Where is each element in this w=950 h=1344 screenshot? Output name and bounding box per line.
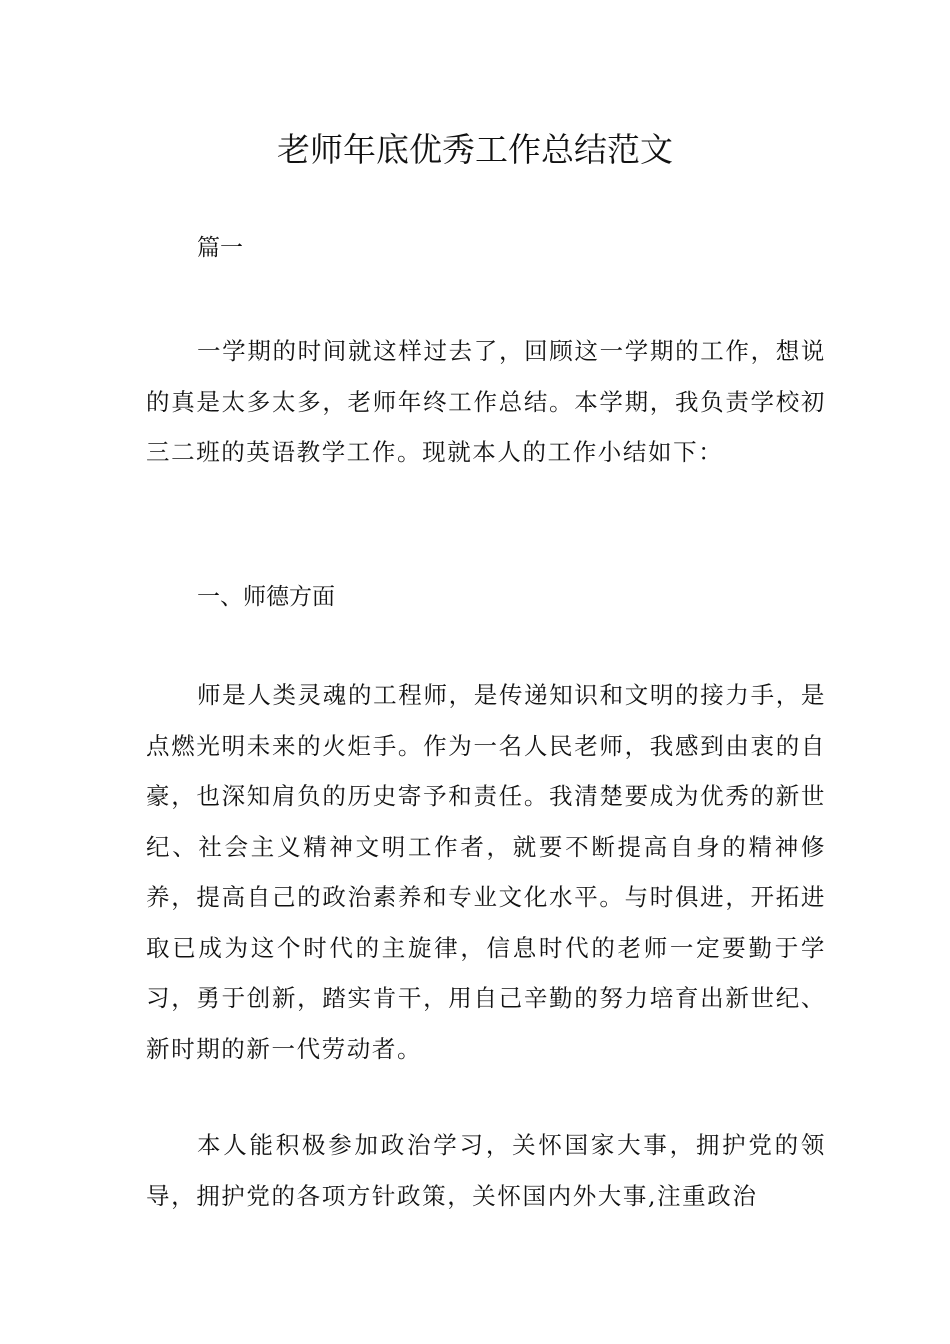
paragraph-ethics: 师是人类灵魂的工程师，是传递知识和文明的接力手，是点燃光明未来的火炬手。作为一名人民老师，我感到由衷的自豪，也深知肩负的历史寄予和责任。我清楚要成为优秀的新世纪、社会主义精神文明工作者，就要不断提高自身的精神修养，提高自己的政治素养和专业文化水平。与时俱进，开拓进取已成为这个时代的主旋律，信息时代的老师一定要勤于学习，勇于创新，踏实肯干，用自己辛勤的努力培育出新世纪、新时期的新一代劳动者。 — [146, 681, 826, 1063]
paragraph-intro: 一学期的时间就这样过去了，回顾这一学期的工作，想说的真是太多太多，老师年终工作总结。本学期，我负责学校初三二班的英语教学工作。现就本人的工作小结如下： — [146, 337, 826, 466]
section-label: 篇一 — [197, 235, 243, 261]
subheading-ethics: 一、师德方面 — [197, 584, 335, 610]
paragraph-politics: 本人能积极参加政治学习，关怀国家大事，拥护党的领导，拥护党的各项方针政策，关怀国内外大事,注重政治 — [146, 1131, 826, 1210]
document-title: 老师年底优秀工作总结范文 — [277, 130, 673, 169]
